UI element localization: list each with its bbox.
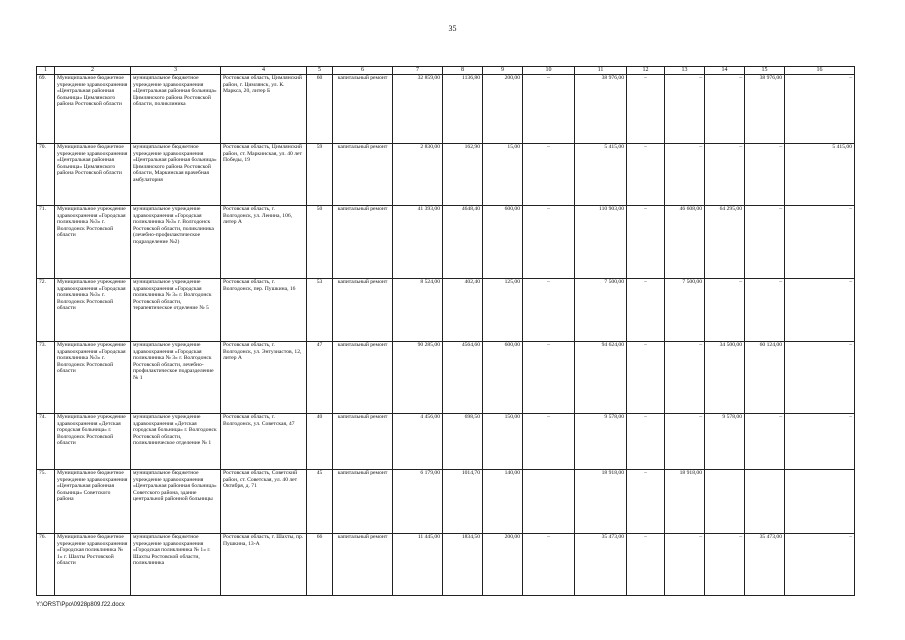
column-number-9: 9 (483, 67, 523, 75)
table-row (37, 75, 855, 144)
table-cell-col-16: 5 415,00 (785, 144, 855, 206)
column-number-5: 5 (307, 67, 333, 75)
table-cell-col-6: капитальный ремонт (333, 342, 393, 414)
table-cell-col-10: – (523, 144, 575, 206)
table-cell-col-7: 4 456,00 (393, 414, 443, 470)
table-cell-col-6: капитальный ремонт (333, 206, 393, 279)
table-cell-col-5: 66 (307, 534, 333, 596)
table-cell-col-1: 76. (37, 534, 55, 596)
table-cell-col-15 (745, 470, 785, 534)
table-cell-col-9: 150,00 (483, 414, 523, 470)
table-cell-col-7: 41 393,00 (393, 206, 443, 279)
table-cell-col-9: 125,00 (483, 279, 523, 342)
column-number-8: 8 (443, 67, 483, 75)
table-cell-col-12: – (627, 342, 665, 414)
column-number-3: 3 (131, 67, 221, 75)
table-cell-col-4: Ростовская область, Цимлянский район, г. Цимлянск, ул. К. Маркса, 20, литер Б (221, 75, 307, 144)
table-cell-col-16: – (785, 342, 855, 414)
table-row (37, 342, 855, 414)
column-number-14: 14 (705, 67, 745, 75)
table-cell-col-11: 9 578,00 (575, 414, 627, 470)
table-cell-col-15: – (745, 144, 785, 206)
table-cell-col-8: 4564,60 (443, 342, 483, 414)
table-cell-col-1: 72. (37, 279, 55, 342)
column-number-7: 7 (393, 67, 443, 75)
table-cell-col-13: 46 608,00 (665, 206, 705, 279)
table-row (37, 206, 855, 279)
table-cell-col-15: – (745, 279, 785, 342)
table-cell-col-14: – (705, 279, 745, 342)
table-cell-col-15: 38 976,00 (745, 75, 785, 144)
table-cell-col-1: 71. (37, 206, 55, 279)
table-cell-col-9: 600,00 (483, 206, 523, 279)
table-cell-col-10: – (523, 342, 575, 414)
table-cell-col-1: 69. (37, 75, 55, 144)
table-cell-col-11: 18 918,00 (575, 470, 627, 534)
table-cell-col-3: муниципальное учреждение здравоохранения «Городская поликлиника № 3» г. Волгодонск Ростовской области, терапевтическое отделение № 5 (131, 279, 221, 342)
table-cell-col-10 (523, 470, 575, 534)
column-number-12: 12 (627, 67, 665, 75)
table-cell-col-11: 94 624,00 (575, 342, 627, 414)
table-cell-col-5: 45 (307, 470, 333, 534)
table-cell-col-7: 6 179,00 (393, 470, 443, 534)
table-cell-col-4: Ростовская область, г. Шахты, пр. Пушкина, 13-А (221, 534, 307, 596)
table-cell-col-6: капитальный ремонт (333, 470, 393, 534)
table-cell-col-9: 15,00 (483, 144, 523, 206)
table-cell-col-4: Ростовская область, г. Волгодонск, пер. Пушкина, 16 (221, 279, 307, 342)
table-cell-col-2: Муниципальное учреждение здравоохранения «Городская поликлиника №3» г. Волгодонск Ростовской области (55, 279, 131, 342)
table-cell-col-13: – (665, 144, 705, 206)
table-cell-col-12: – (627, 470, 665, 534)
table-cell-col-2: Муниципальное бюджетное учреждение здравоохранения «Центральная районная больница» Советского района (55, 470, 131, 534)
table-cell-col-3: муниципальное бюджетное учреждение здравоохранения «Центральная районная больница» Цимлянского района Ростовской области, Маркинская врачебная амбулатория (131, 144, 221, 206)
table-cell-col-16: – (785, 206, 855, 279)
table-cell-col-6: капитальный ремонт (333, 144, 393, 206)
table-cell-col-11: 7 500,00 (575, 279, 627, 342)
table-cell-col-7: 8 524,00 (393, 279, 443, 342)
table-cell-col-4: Ростовская область, Цимлянский район, ст. Маркинская, ул. 40 лет Победы, 19 (221, 144, 307, 206)
table-cell-col-5: 60 (307, 75, 333, 144)
table-cell-col-2: Муниципальное бюджетное учреждение здравоохранения «Центральная районная больница» Цимлянского района Ростовской области (55, 75, 131, 144)
column-number-6: 6 (333, 67, 393, 75)
table-cell-col-16: – (785, 279, 855, 342)
table-cell-col-14: – (705, 144, 745, 206)
table-cell-col-16 (785, 470, 855, 534)
table-cell-col-5: 50 (307, 206, 333, 279)
table-cell-col-3: муниципальное бюджетное учреждение здравоохранения «Городская поликлиника № 1» г. Шахты Ростовской области, поликлиника (131, 534, 221, 596)
table-cell-col-8: 402,40 (443, 279, 483, 342)
column-number-11: 11 (575, 67, 627, 75)
table-cell-col-12: – (627, 75, 665, 144)
table-cell-col-1: 70. (37, 144, 55, 206)
table-cell-col-12: – (627, 414, 665, 470)
table-cell-col-11: 38 976,00 (575, 75, 627, 144)
data-table (36, 66, 855, 596)
table-row (37, 534, 855, 596)
file-path-footer: Y:\ORST\Ppo\0928p809.f22.docx (36, 602, 125, 608)
table-cell-col-13: – (665, 414, 705, 470)
column-number-15: 15 (745, 67, 785, 75)
table-cell-col-15: 35 473,00 (745, 534, 785, 596)
table-cell-col-8: 1136,80 (443, 75, 483, 144)
table-cell-col-16: – (785, 75, 855, 144)
table-cell-col-15: – (745, 414, 785, 470)
table-cell-col-14: – (705, 75, 745, 144)
table-cell-col-14: – (705, 534, 745, 596)
table-cell-col-13: 18 918,00 (665, 470, 705, 534)
table-cell-col-6: капитальный ремонт (333, 75, 393, 144)
table-cell-col-1: 75. (37, 470, 55, 534)
table-cell-col-9: 140,00 (483, 470, 523, 534)
table-cell-col-5: 59 (307, 144, 333, 206)
table-cell-col-14: 64 295,00 (705, 206, 745, 279)
table-cell-col-6: капитальный ремонт (333, 279, 393, 342)
table-cell-col-6: капитальный ремонт (333, 534, 393, 596)
table-cell-col-2: Муниципальное учреждение здравоохранения «Детская городская больница» г. Волгодонск Ростовской области (55, 414, 131, 470)
column-number-1: 1 (37, 67, 55, 75)
table-cell-col-4: Ростовская область, Советский район, ст. Советская, ул. 40 лет Октября, д. 71 (221, 470, 307, 534)
table-cell-col-4: Ростовская область, г. Волгодонск, ул. Ленина, 106, литер А (221, 206, 307, 279)
table-cell-col-13: – (665, 75, 705, 144)
table-cell-col-2: Муниципальное бюджетное учреждение здравоохранения «Городская поликлиника № 1» г. Шахты Ростовской области (55, 534, 131, 596)
table-cell-col-10: – (523, 534, 575, 596)
table-cell-col-6: капитальный ремонт (333, 414, 393, 470)
table-cell-col-1: 74. (37, 414, 55, 470)
table-cell-col-9: 600,00 (483, 342, 523, 414)
table-cell-col-13: – (665, 342, 705, 414)
table-cell-col-7: 11 445,00 (393, 534, 443, 596)
table-cell-col-8: 1014,70 (443, 470, 483, 534)
column-number-2: 2 (55, 67, 131, 75)
table-cell-col-12: – (627, 144, 665, 206)
table-cell-col-2: Муниципальное учреждение здравоохранения «Городская поликлиника №3» г. Волгодонск Ростовской области (55, 342, 131, 414)
table-cell-col-7: 90 285,00 (393, 342, 443, 414)
table-cell-col-8: 4648,40 (443, 206, 483, 279)
table-row (37, 279, 855, 342)
table-cell-col-9: 200,00 (483, 75, 523, 144)
table-cell-col-10: – (523, 206, 575, 279)
table-cell-col-14: 9 578,00 (705, 414, 745, 470)
table-cell-col-10: – (523, 279, 575, 342)
table-cell-col-3: муниципальное учреждение здравоохранения «Детская городская больница» г. Волгодонск Ростовской области, поликлиническое отделение № 1 (131, 414, 221, 470)
column-number-16: 16 (785, 67, 855, 75)
table-cell-col-13: – (665, 534, 705, 596)
table-cell-col-5: 40 (307, 414, 333, 470)
table-cell-col-11: 110 903,00 (575, 206, 627, 279)
table-cell-col-12: – (627, 279, 665, 342)
table-cell-col-14: 34 500,00 (705, 342, 745, 414)
table-cell-col-11: 35 473,00 (575, 534, 627, 596)
table-cell-col-3: муниципальное бюджетное учреждение здравоохранения «Центральная районная больница» Советского района, здание центральной районной больницы (131, 470, 221, 534)
table-cell-col-7: 32 859,00 (393, 75, 443, 144)
table-cell-col-2: Муниципальное учреждение здравоохранения «Городская поликлиника №3» г. Волгодонск Ростовской области (55, 206, 131, 279)
table-cell-col-8: 1834,50 (443, 534, 483, 596)
table-cell-col-12: – (627, 206, 665, 279)
table-cell-col-15: – (745, 206, 785, 279)
table-cell-col-12: – (627, 534, 665, 596)
table-cell-col-5: 53 (307, 279, 333, 342)
table-cell-col-4: Ростовская область, г. Волгодонск, ул. Энтузиастов, 12, литер А (221, 342, 307, 414)
table-cell-col-16: – (785, 414, 855, 470)
table-cell-col-5: 47 (307, 342, 333, 414)
table-cell-col-15: 60 124,00 (745, 342, 785, 414)
table-cell-col-16: – (785, 534, 855, 596)
table-cell-col-8: 162,90 (443, 144, 483, 206)
table-cell-col-3: муниципальное бюджетное учреждение здравоохранения «Центральная районная больница» Цимлянского района Ростовской области, поликлиника (131, 75, 221, 144)
table-cell-col-13: 7 500,00 (665, 279, 705, 342)
table-cell-col-10: – (523, 414, 575, 470)
table-cell-col-9: 200,00 (483, 534, 523, 596)
table-cell-col-14 (705, 470, 745, 534)
column-number-10: 10 (523, 67, 575, 75)
table-row (37, 470, 855, 534)
table-cell-col-7: 2 830,00 (393, 144, 443, 206)
table-cell-col-2: Муниципальное бюджетное учреждение здравоохранения «Центральная районная больница» Цимлянского района Ростовской области (55, 144, 131, 206)
column-number-4: 4 (221, 67, 307, 75)
table-row (37, 414, 855, 470)
table-row (37, 144, 855, 206)
table-cell-col-1: 73. (37, 342, 55, 414)
table-cell-col-3: муниципальное учреждение здравоохранения «Городская поликлиника № 3» г. Волгодонск Ростовской области, лечебно-профилактическое подразделение № 1 (131, 342, 221, 414)
column-number-13: 13 (665, 67, 705, 75)
table-cell-col-3: муниципальное учреждение здравоохранения «Городская поликлиника №3» г. Волгодонск Ростовской области, поликлиника (лечебно-профилактическое подразделение №2) (131, 206, 221, 279)
page-number: 35 (448, 24, 457, 33)
table-cell-col-4: Ростовская область, г. Волгодонск, ул. Советская, 47 (221, 414, 307, 470)
table-cell-col-11: 5 415,00 (575, 144, 627, 206)
column-number-row (37, 67, 855, 75)
table-cell-col-10: – (523, 75, 575, 144)
table-cell-col-8: 698,50 (443, 414, 483, 470)
